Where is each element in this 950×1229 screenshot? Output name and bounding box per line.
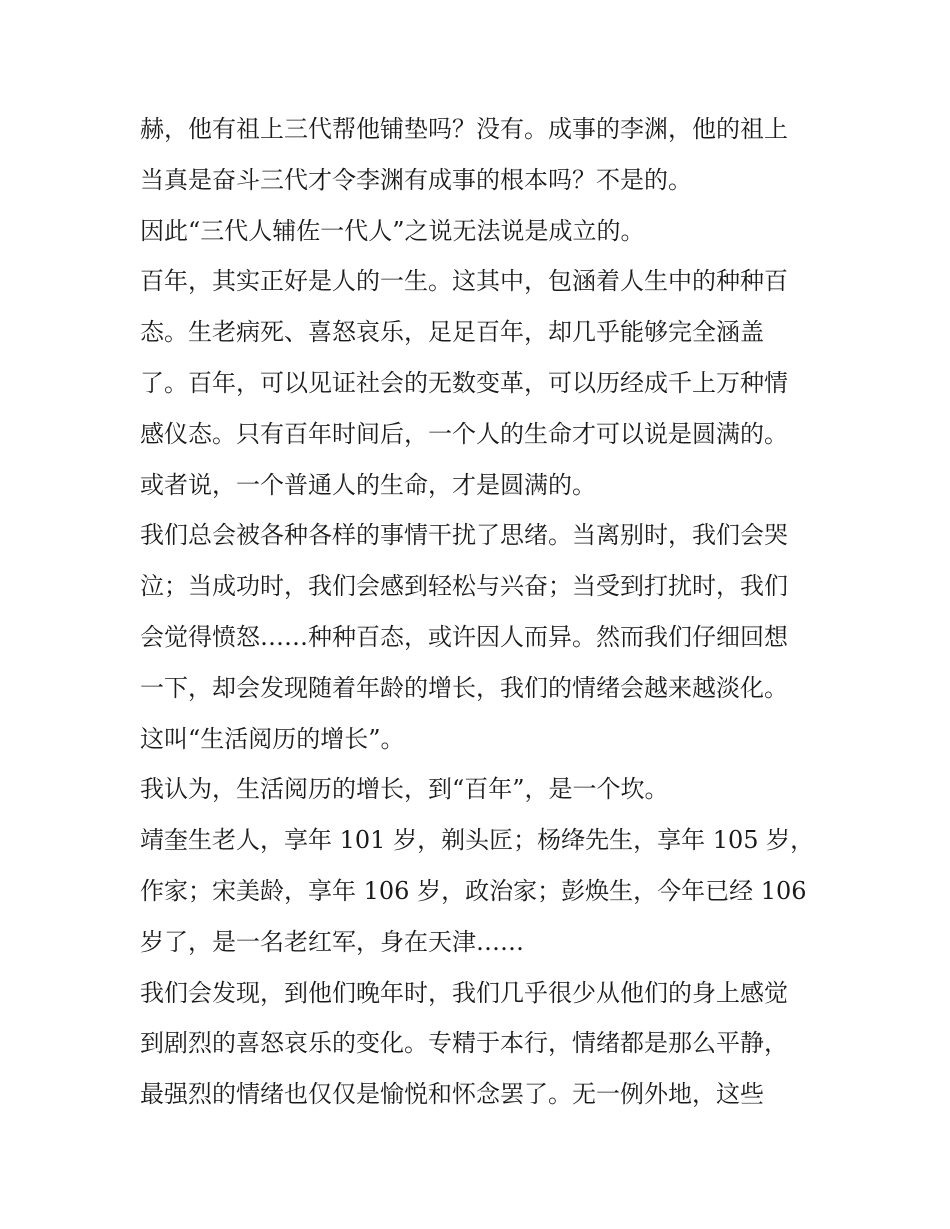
- text-line: 作家；宋美龄，享年 106 岁，政治家；彭焕生，今年已经 106: [140, 876, 807, 905]
- text-line: 态。生老病死、喜怒哀乐，足足百年，却几乎能够完全涵盖: [140, 318, 764, 347]
- text-line: 感仪态。只有百年时间后，一个人的生命才可以说是圆满的。: [140, 419, 788, 448]
- text-line: 或者说，一个普通人的生命，才是圆满的。: [140, 470, 596, 499]
- text-line: 当真是奋斗三代才令李渊有成事的根本吗？不是的。: [140, 165, 692, 194]
- text-line: 泣；当成功时，我们会感到轻松与兴奋；当受到打扰时，我们: [140, 572, 788, 601]
- text-line: 一下，却会发现随着年龄的增长，我们的情绪会越来越淡化。: [140, 673, 788, 702]
- text-line: 我们总会被各种各样的事情干扰了思绪。当离别时，我们会哭: [140, 521, 788, 550]
- text-line: 赫，他有祖上三代帮他铺垫吗？没有。成事的李渊，他的祖上: [140, 115, 788, 143]
- document-body: [140, 104, 820, 1120]
- text-line: 了。百年，可以见证社会的无数变革，可以历经成千上万种情: [140, 368, 788, 397]
- text-line: 最强烈的情绪也仅仅是愉悦和怀念罢了。无一例外地，这些: [140, 1080, 764, 1109]
- text-line: 百年，其实正好是人的一生。这其中，包涵着人生中的种种百: [140, 267, 788, 296]
- text-line: 会觉得愤怒……种种百态，或许因人而异。然而我们仔细回想: [140, 622, 788, 651]
- text-line: 因此“三代人辅佐一代人”之说无法说是成立的。: [140, 216, 645, 245]
- text-line: 到剧烈的喜怒哀乐的变化。专精于本行，情绪都是那么平静，: [140, 1029, 788, 1058]
- text-line: 这叫“生活阅历的增长”。: [140, 724, 405, 753]
- text-line: 靖奎生老人，享年 101 岁，剃头匠；杨绛先生，享年 105 岁，: [140, 826, 815, 855]
- text-line: 我们会发现，到他们晚年时，我们几乎很少从他们的身上感觉: [140, 978, 788, 1007]
- text-line: 我认为，生活阅历的增长，到“百年”，是一个坎。: [140, 775, 669, 804]
- text-line: 岁了，是一名老红军，身在天津……: [140, 927, 524, 956]
